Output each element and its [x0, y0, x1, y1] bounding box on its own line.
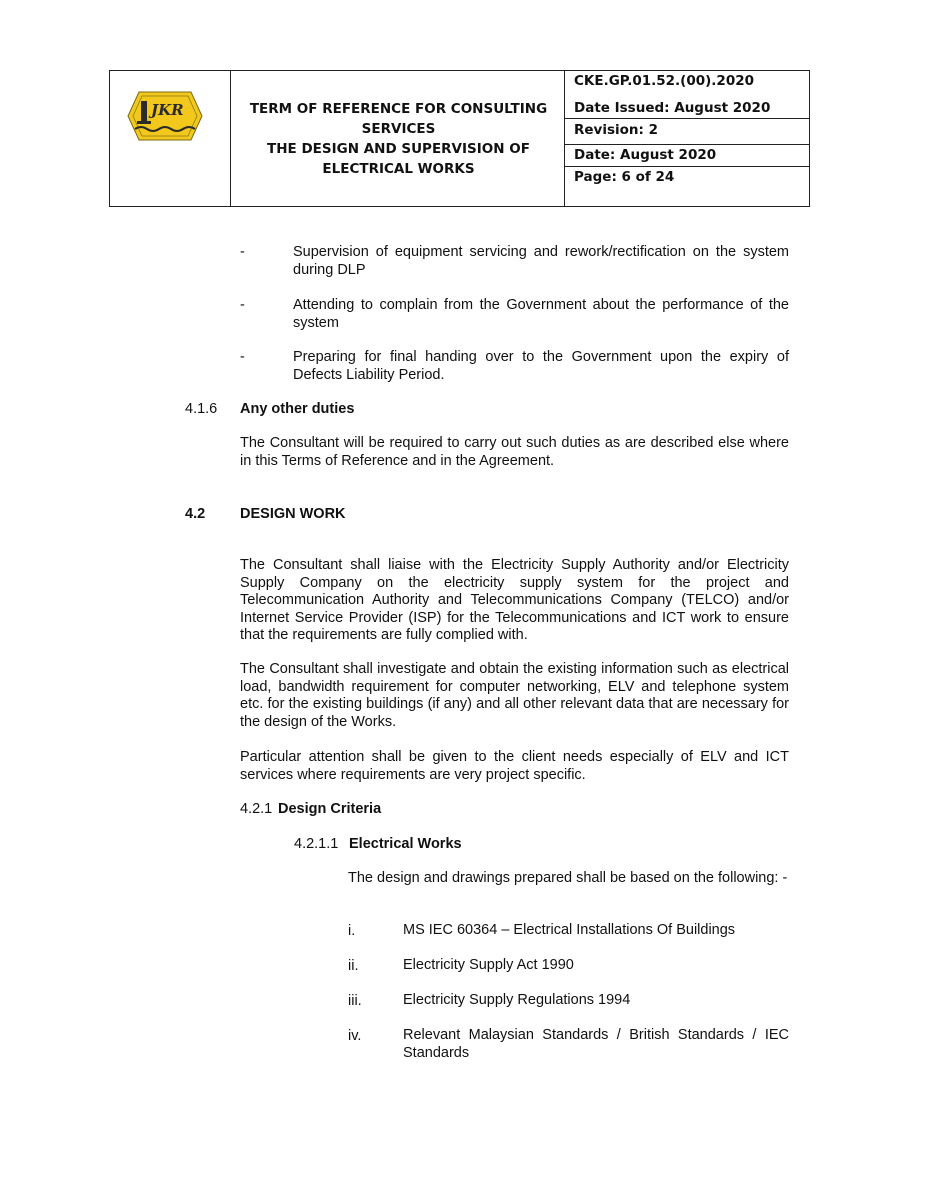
list-marker: iii. [348, 993, 362, 1009]
bullet-marker: - [240, 297, 245, 313]
section-heading: DESIGN WORK [240, 506, 346, 522]
section-number: 4.2 [185, 506, 206, 522]
section-heading: Any other duties [240, 401, 355, 417]
page-number: Page: 6 of 24 [574, 169, 675, 185]
subsection-number: 4.2.1.1 [294, 836, 339, 852]
title-line-1: TERM OF REFERENCE FOR CONSULTING SERVICES [249, 100, 548, 137]
bullet-text: Attending to complain from the Government about the performance of the system [293, 297, 789, 331]
document-title [232, 71, 565, 206]
document-header-table [109, 70, 810, 207]
subsection-heading: Design Criteria [278, 801, 382, 817]
paragraph: Particular attention shall be given to the client needs especially of ELV and ICT services where requirements are very project specific. [240, 749, 789, 783]
logo-cell [110, 71, 231, 206]
date: Date: August 2020 [574, 147, 717, 163]
bullet-marker: - [240, 349, 245, 365]
revision: Revision: 2 [574, 122, 659, 138]
list-marker: ii. [348, 958, 359, 974]
date-issued: Date Issued: August 2020 [574, 100, 771, 116]
bullet-text: Supervision of equipment servicing and rework/rectification on the system during DLP [293, 244, 789, 278]
paragraph: The Consultant shall investigate and obtain the existing information such as electrical load, bandwidth requirement for computer networking, ELV and telephone system etc. for the existing buildings (if any) and all other relevant data that are necessary for the design of the Works. [240, 661, 789, 730]
list-item: MS IEC 60364 – Electrical Installations Of Buildings [403, 922, 736, 938]
section-number: 4.1.6 [185, 401, 218, 417]
list-marker: i. [348, 923, 356, 939]
list-item: Electricity Supply Regulations 1994 [403, 992, 631, 1008]
list-item: Relevant Malaysian Standards / British Standards / IEC Standards [403, 1027, 789, 1061]
subsection-heading: Electrical Works [349, 836, 462, 852]
paragraph: The Consultant will be required to carry out such duties as are described else where in this Terms of Reference and in the Agreement. [240, 435, 789, 469]
bullet-marker: - [240, 244, 245, 260]
paragraph: The Consultant shall liaise with the Electricity Supply Authority and/or Electricity Supply Company on the electricity supply system for the project and Telecommunication Authority and Telecommunications Company (TELCO) and/or Internet Service Provider (ISP) for the Telecommunications and ICT work to ensure that the requirements are fully complied with. [240, 557, 789, 643]
doc-code: CKE.GP.01.52.(00).2020 [574, 73, 755, 89]
bullet-text: Preparing for final handing over to the Government upon the expiry of Defects Liability Period. [293, 349, 789, 383]
paragraph: The design and drawings prepared shall be based on the following: - [348, 870, 788, 886]
list-marker: iv. [348, 1028, 362, 1044]
list-item: Electricity Supply Act 1990 [403, 957, 574, 973]
jkr-logo [127, 91, 203, 141]
title-line-2: THE DESIGN AND SUPERVISION OF ELECTRICAL WORKS [267, 140, 530, 177]
subsection-number: 4.2.1 [240, 801, 273, 817]
logo-text: JKR [151, 101, 184, 119]
